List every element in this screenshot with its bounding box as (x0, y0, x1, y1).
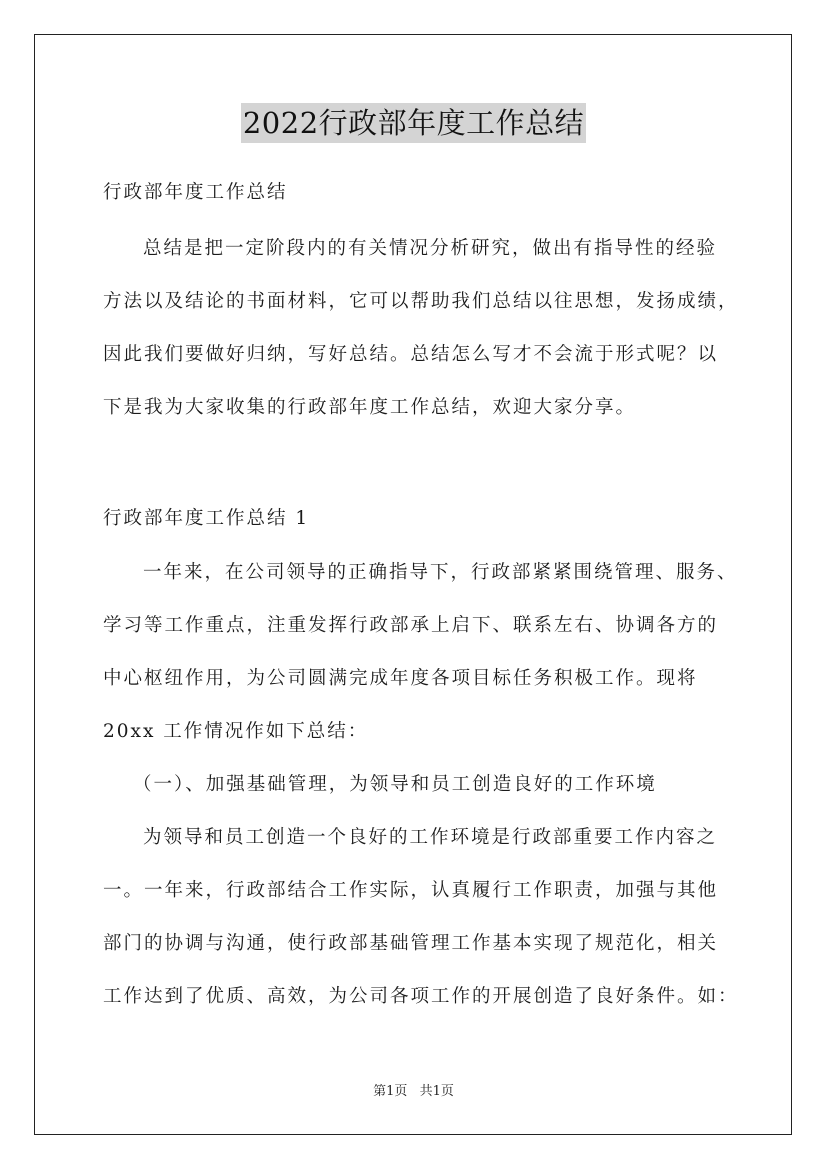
paragraph-line: 工作达到了优质、高效，为公司各项工作的开展创造了良好条件。如： (103, 986, 739, 1007)
intro-paragraph (103, 222, 743, 434)
summary-1-section (103, 492, 743, 545)
paragraph-line: 一年来，在公司领导的正确指导下，行政部紧紧围绕管理、服务、 (143, 562, 738, 583)
document-title: 2022行政部年度工作总结 (241, 103, 586, 143)
page-total: 共1页 (419, 1084, 454, 1099)
paragraph-line: 学习等工作重点，注重发挥行政部承上启下、联系左右、协调各方的 (103, 615, 719, 636)
paragraph-line: 中心枢纽作用，为公司圆满完成年度各项目标任务积极工作。现将 (103, 668, 698, 689)
subsection-heading: （一）、加强基础管理，为领导和员工创造良好的工作环境 (133, 774, 657, 795)
section-heading: 行政部年度工作总结 1 (103, 508, 310, 529)
title-container (0, 103, 827, 143)
paragraph-line: 20xx 工作情况作如下总结： (103, 721, 369, 742)
page-number: 第1页 (373, 1084, 408, 1099)
paragraph-line: 部门的协调与沟通，使行政部基础管理工作基本实现了规范化，相关 (103, 933, 719, 954)
paragraph-line: 因此我们要做好归纳，写好总结。总结怎么写才不会流于形式呢？以 (103, 344, 719, 365)
page-footer (0, 1080, 827, 1099)
paragraph-line: 下是我为大家收集的行政部年度工作总结，欢迎大家分享。 (103, 397, 637, 418)
summary-1-paragraph (103, 546, 743, 1023)
paragraph-line: 总结是把一定阶段内的有关情况分析研究，做出有指导性的经验 (143, 238, 718, 259)
intro-section (103, 166, 743, 219)
section-heading: 行政部年度工作总结 (103, 182, 288, 203)
paragraph-line: 方法以及结论的书面材料，它可以帮助我们总结以往思想，发扬成绩， (103, 291, 739, 312)
paragraph-line: 一。一年来，行政部结合工作实际，认真履行工作职责，加强与其他 (103, 880, 719, 901)
paragraph-line: 为领导和员工创造一个良好的工作环境是行政部重要工作内容之 (143, 827, 718, 848)
